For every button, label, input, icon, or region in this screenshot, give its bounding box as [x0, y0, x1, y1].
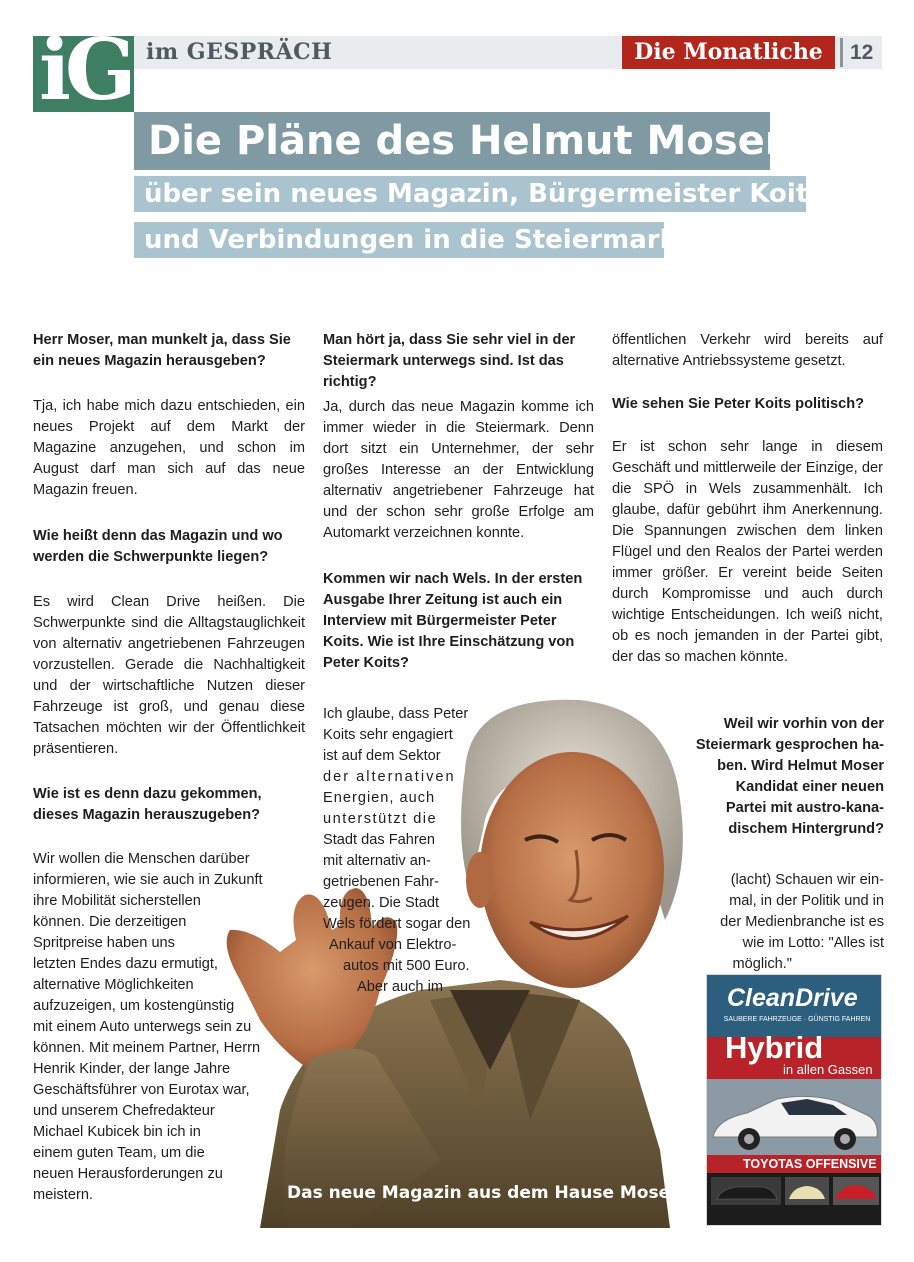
question-7-line: Partei mit austro-kana- [725, 800, 884, 816]
question-7-line: Weil wir vorhin von der [723, 716, 884, 732]
answer-5 [323, 704, 470, 998]
answer-3-line: meistern. [33, 1187, 94, 1203]
answer-3-line: neuen Herausforderungen zu [33, 1166, 223, 1182]
answer-3-line: letzten Endes dazu ermutigt, [33, 956, 218, 972]
answer-3-line: können. Die derzeitigen [33, 914, 187, 930]
header-divider [840, 38, 843, 67]
answer-7 [640, 870, 884, 975]
answer-5-line: Ich glaube, dass Peter [323, 706, 469, 722]
answer-3-line: mit einem Auto unterwegs sein zu [33, 1019, 252, 1035]
page-number: 12 [850, 41, 874, 64]
answer-3-line: und unserem Chefredakteur [33, 1103, 215, 1119]
answer-5-line: autos mit 500 Euro. [343, 958, 470, 974]
answer-5-line: der alternativen [323, 769, 456, 785]
cover-tagline: SAUBERE FAHRZEUGE · GÜNSTIG FAHREN [723, 1016, 871, 1023]
answer-3-line: Henrik Kinder, der lange Jahre [33, 1061, 231, 1077]
masthead: Die Monatliche [622, 36, 835, 69]
question-7-line: dischem Hintergrund? [728, 821, 884, 837]
article-title: Die Pläne des Helmut Moser [134, 112, 770, 170]
answer-5-continued: öffentlichen Verkehr wird bereits auf alternative Antriebssysteme gesetzt. [612, 332, 883, 369]
answer-4: Ja, durch das neue Magazin komme ich immer wieder in die Steiermark. Denn dort sitzt ein Unternehmer, der sehr großes Interesse an der Entwicklung alternativ angetriebener Fahrzeuge hat und der schon sehr große Erfolge am Automarkt verzeichnen konnte. [323, 399, 594, 541]
answer-3-line: Spritpreise haben uns [33, 935, 175, 951]
answer-5-line: unterstützt die [323, 811, 438, 827]
answer-5-line: mit alternativ an- [323, 853, 431, 869]
answer-5-line: Stadt das Fahren [323, 832, 435, 848]
answer-5-line: ist auf dem Sektor [323, 748, 441, 764]
answer-3-line: einem guten Team, um die [33, 1145, 205, 1161]
question-6: Wie sehen Sie Peter Koits politisch? [612, 396, 865, 412]
answer-3-line: Michael Kubicek bin ich in [33, 1124, 201, 1140]
question-2: Wie heißt denn das Magazin und wo werden die Schwerpunkte liegen? [33, 528, 283, 565]
answer-5-line: Energien, auch [323, 790, 436, 806]
answer-3-line: Geschäftsführer von Eurotax war, [33, 1082, 250, 1098]
answer-3-line: aufzuzeigen, um kostengünstig [33, 998, 235, 1014]
answer-3-line: informieren, wie sie auch in Zukunft [33, 872, 263, 888]
cover-brand-logo: CleanDrive [727, 984, 858, 1012]
answer-3-line: ihre Mobilität sicherstellen [33, 893, 201, 909]
answer-7-line: mal, in der Politik und in [729, 893, 884, 909]
answer-3-line: alternative Möglichkeiten [33, 977, 194, 993]
answer-7-line: der Medienbranche ist es [720, 914, 884, 930]
question-3: Wie ist es denn dazu gekommen, dieses Magazin herauszugeben? [33, 786, 262, 823]
cover-bottom-strip [707, 1173, 882, 1226]
question-7-line: Steiermark gesprochen ha- [695, 737, 884, 753]
question-7-line: ben. Wird Helmut Moser [717, 758, 884, 774]
section-label: im GESPRÄCH [146, 39, 333, 65]
logo-letters: iG [39, 36, 131, 112]
car-image [707, 1079, 882, 1155]
answer-2: Es wird Clean Drive heißen. Die Schwerpunkte sind die Alltagstauglichkeit von alternativ angetriebenen Fahrzeugen vorzustellen. Gerade die Nachhaltigkeit und der wirtschaftliche Nutzen dieser Fahrzeuge ist groß, und genau diese Tatsachen möchten wir der Öffentlichkeit präsentieren. [33, 594, 305, 757]
cover-thumbnails [707, 1173, 882, 1226]
photo-caption: Das neue Magazin aus dem Hause Moser › [287, 1183, 692, 1203]
answer-5-line: zeugen. Die Stadt [323, 895, 440, 911]
cover-teaser: TOYOTAS OFFENSIVE [743, 1157, 877, 1171]
question-7 [640, 714, 884, 840]
article-subtitle-line-1: über sein neues Magazin, Bürgermeister Koits [134, 176, 806, 212]
answer-3-line: können. Mit meinem Partner, Herrn [33, 1040, 261, 1056]
answer-7-line: (lacht) Schauen wir ein- [730, 872, 884, 888]
answer-7-line: möglich." [732, 956, 792, 972]
answer-5-line: Ankauf von Elektro- [329, 937, 457, 953]
answer-7-line: wie im Lotto: "Alles ist [742, 935, 884, 951]
answer-5-line: getriebenen Fahr- [323, 874, 440, 890]
answer-5-line: Koits sehr engagiert [323, 727, 453, 743]
article-subtitle-line-2: und Verbindungen in die Steiermark [134, 222, 664, 258]
answer-5-line: Wels fördert sogar den [323, 916, 471, 932]
question-7-line: Kandidat einer neuen [735, 779, 884, 795]
cover-headline: Hybrid [725, 1030, 824, 1065]
answer-5-line: Aber auch im [357, 979, 443, 995]
answer-1: Tja, ich habe mich dazu entschieden, ein neues Projekt auf dem Markt der Magazine anzugehen, und schon im August darf man sich auf das neue Magazin freuen. [33, 398, 305, 498]
magazine-cover [706, 974, 882, 1226]
question-4: Man hört ja, dass Sie sehr viel in der Steiermark unterwegs sind. Ist das richtig? [323, 332, 576, 390]
question-1: Herr Moser, man munkelt ja, dass Sie ein neues Magazin herausgeben? [33, 332, 291, 369]
question-5: Kommen wir nach Wels. In der ersten Ausgabe Ihrer Zeitung ist auch ein Interview mit Bürgermeister Peter Koits. Wie ist Ihre Einschätzung von Peter Koits? [323, 571, 583, 671]
answer-3-line: Wir wollen die Menschen darüber [33, 851, 250, 867]
answer-6: Er ist schon sehr lange in diesem Geschäft und mittlerweile der Einzige, der die SPÖ in Wels zusammenhält. Ich glaube, dafür gebührt ihm Anerkennung. Die Spannungen zwischen dem linken Flügel und den Realos der Partei werden immer größer. Er vereint beide Seiten durch Kompromisse und auch durch wichtige Entscheidungen. Ich weiß nicht, ob es noch jemanden in der Partei gibt, der das so machen könnte. [612, 439, 883, 665]
ig-logo [33, 36, 134, 112]
cover-subline: in allen Gassen [783, 1062, 873, 1077]
